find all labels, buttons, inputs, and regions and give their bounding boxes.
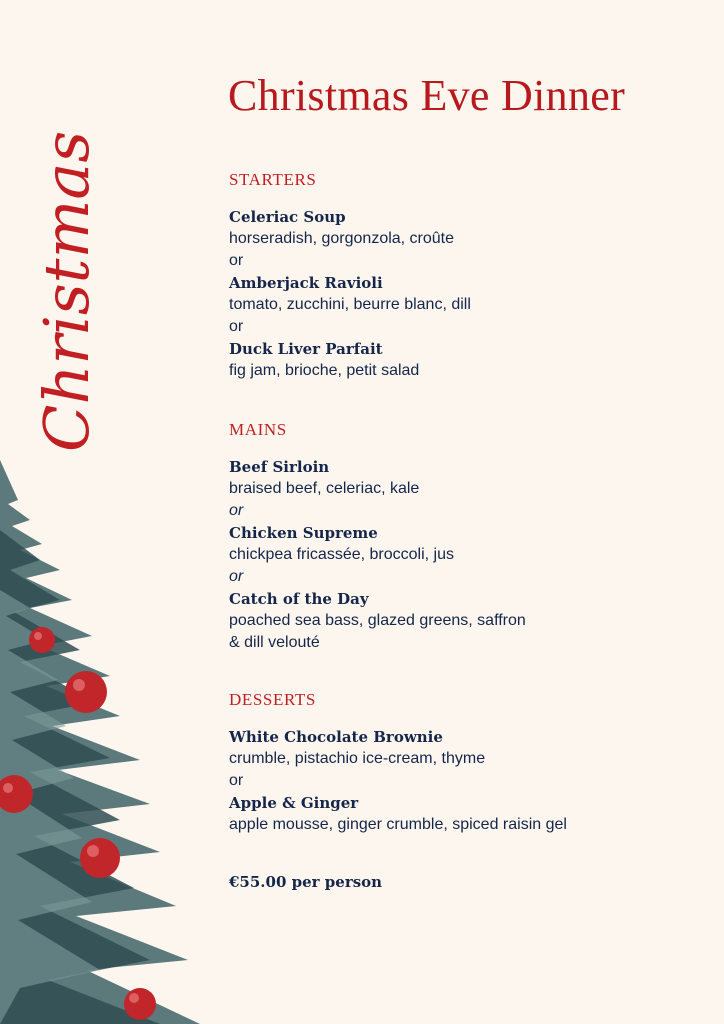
dish-description: braised beef, celeriac, kale (229, 480, 420, 497)
christmas-script-text: Christmas (30, 130, 103, 452)
red-ornament (65, 671, 107, 713)
dish-description: horseradish, gorgonzola, croûte (229, 230, 455, 247)
dish-description: chickpea fricassée, broccoli, jus (229, 546, 454, 563)
section-desserts (229, 690, 567, 836)
dish-description: crumble, pistachio ice-cream, thyme (229, 750, 486, 767)
dish-description: fig jam, brioche, petit salad (229, 362, 420, 379)
christmas-tree-illustration (0, 440, 220, 1024)
section-mains (229, 420, 526, 654)
red-ornament (29, 627, 55, 653)
dish-description: & dill velouté (229, 634, 320, 651)
dish-name: Duck Liver Parfait (229, 340, 383, 358)
or-separator: or (229, 318, 244, 335)
dish-name: Amberjack Ravioli (229, 274, 383, 292)
dish-name: Chicken Supreme (229, 524, 378, 542)
or-separator: or (229, 772, 244, 789)
christmas-script-word (0, 60, 120, 460)
dish-description: tomato, zucchini, beurre blanc, dill (229, 296, 471, 313)
dish-description: apple mousse, ginger crumble, spiced raisin gel (229, 816, 567, 833)
section-title: STARTERS (229, 170, 317, 189)
dish-name: Apple & Ginger (229, 794, 359, 812)
section-title: MAINS (229, 420, 287, 439)
menu-title: Christmas Eve Dinner (228, 71, 626, 120)
red-ornament (80, 838, 120, 878)
price: €55.00 per person (229, 873, 383, 891)
dish-name: Catch of the Day (229, 590, 369, 608)
dish-name: Celeriac Soup (229, 208, 346, 226)
dish-description: poached sea bass, glazed greens, saffron (229, 612, 526, 629)
section-starters (229, 170, 471, 382)
section-title: DESSERTS (229, 690, 316, 709)
dish-name: White Chocolate Brownie (229, 728, 443, 746)
or-separator: or (229, 568, 244, 585)
or-separator: or (229, 252, 244, 269)
or-separator: or (229, 502, 244, 519)
red-ornament (124, 988, 156, 1020)
dish-name: Beef Sirloin (229, 458, 330, 476)
